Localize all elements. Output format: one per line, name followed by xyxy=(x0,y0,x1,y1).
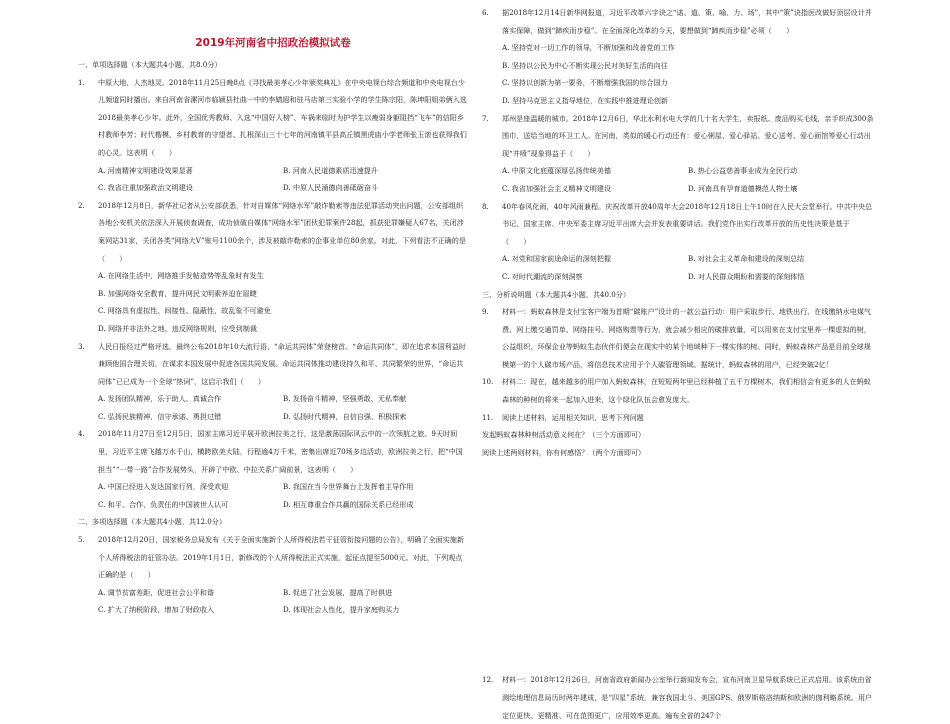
question xyxy=(482,303,874,373)
option-list xyxy=(482,250,874,285)
question-text: 据2018年12月14日新华网报道，习近平改革六字诀之“诺、道、策、喻、力、场”，其中“策”诀指医改做好顶层设计并落实保障，做到“蹄疾而步稳”。在全面深化改革的今天，要想做到“蹄疾而步稳”必须（ ） xyxy=(502,8,872,35)
option-a[interactable]: A. 发扬团队精神，乐于助人、真诚合作 xyxy=(98,394,222,404)
question-number: 1. xyxy=(78,77,85,87)
option-d[interactable]: D. 对人民群众期盼和需要的深刻体悟 xyxy=(688,271,805,281)
option-list xyxy=(78,478,468,513)
question xyxy=(78,338,468,391)
option-d[interactable]: D. 坚持马克思主义指导地位，在实践中推进理论创新 xyxy=(502,95,669,105)
question-text: 材料二：现在，越来越多的用户加入蚂蚁森林，在短短两年里已经种植了五千万棵树木，我们相信会有更多的人在蚂蚁森林的种树的将来一起加入进来，这个绿化队伍会愈发庞大。 xyxy=(502,377,871,405)
page-title: 2019年河南省中招政治模拟试卷 xyxy=(195,37,351,49)
option-a[interactable]: A. 坚持党对一切工作的领导，不断加强和改善党的工作 xyxy=(502,43,675,53)
question-number: 12. xyxy=(482,675,494,685)
option-b[interactable]: B. 坚持以公民为中心不断实现公民对美好生活的向往 xyxy=(502,60,668,70)
option-c[interactable]: C. 对时代潮流的深刻洞察 xyxy=(502,271,583,281)
question-text: 2018年12月20日，国家税务总局发布《关于全面实施新个人所得税法若干征管衔接问题的公告》，明确了全面实施新个人所得税法的征管办法。2019年1月1日，新修改的个人所得税法正式实施，起征点提至5000元。对此，下列观点正确的是（ ） xyxy=(98,535,464,580)
option-c[interactable]: C. 我省加强社会主义精神文明建设 xyxy=(502,183,611,193)
option-d[interactable]: D. 中原人民涌德向善砥砺奋斗 xyxy=(283,183,379,193)
option-a[interactable]: A. 中国已经进入发达国家行列，深受欢迎 xyxy=(98,482,229,492)
question-number: 2. xyxy=(78,200,85,210)
option-a[interactable]: A. 中原文化底蕴深厚弘扬传统美德 xyxy=(502,166,611,176)
question-number: 4. xyxy=(78,429,85,439)
question xyxy=(78,197,468,267)
question-text: 人民日报经过严格评选，最终公布2018年10大流行语，“命运共同体”荣登榜首。“命运共同体”，即在追求本国利益时兼顾他国合理关切，在谋求本国发展中促进各国共同发展。命运共同体推动建设持久和平、共同繁荣的世界，“命运共同体”已已成为一个全球“热词”，这启示我们（ ） xyxy=(98,341,466,386)
option-a[interactable]: A. 对党和国家前途命运的深刻把握 xyxy=(502,254,611,264)
option-b[interactable]: B. 发扬奋斗精神，坚强勇敢、无私奉献 xyxy=(283,394,407,404)
option-list xyxy=(78,584,468,619)
question-text: 郑州是座温暖的城市。2018年12月6日，华北水利水电大学的几十名大学生，卖报纸、废品购买毛线，亲手织成300条围巾，送给当地的环卫工人。在河南，类似的暖心行动还有：爱心粥屋、爱心驿站、爱心送考、爱心面馆等爱心行动出现“井喷”现象得益于（ ） xyxy=(502,113,874,158)
question-number: 5. xyxy=(78,535,85,545)
option-d[interactable]: D. 体现社会人性化，提升家庭购买力 xyxy=(283,605,400,615)
option-c[interactable]: C. 坚持以创新为第一要务，不断增强我国的综合国力 xyxy=(502,78,668,88)
option-list xyxy=(482,162,874,197)
right-column xyxy=(482,0,874,724)
question-number: 8. xyxy=(482,201,489,211)
left-column xyxy=(78,0,468,619)
question-number: 11. xyxy=(482,412,494,422)
question xyxy=(78,425,468,478)
question-number: 10. xyxy=(482,377,494,387)
question-text: 40年春风化雨，40年风雨兼程。庆祝改革开放40周年大会2018年12月18日上午10时在人民大会堂举行。中共中央总书记、国家主席、中央军委主席习近平出席大会并发表重要讲话。我们党作出实行改革开放的历史性决策是基于（ ） xyxy=(502,201,873,246)
section-heading: 三、分析说明题（本大题共4小题，共40.0分） xyxy=(482,289,630,299)
option-c[interactable]: C. 扩大了纳税阶段，增加了财政收入 xyxy=(98,605,215,615)
question xyxy=(482,409,874,427)
question-text: 中原大地，人杰地灵。2018年11月25日晚8点《寻找最美孝心少年颁奖典礼》在中央电视台综合频道和中央电视台少儿频道同时播出。来自河南省漯河市临颍县杜曲一中的李婧遐和驻马店第三实验小学的学生陈宗阳，陈坤阳姐弟俩入选2018最美孝心少年。此外，全国优秀教师、入选“中国好人榜”、车祸来临时为护学生以瘦弱身躯阻挡“飞车”的信阳乡村教师李芳；时代楷模、乡村教育的守望者、扎根深山三十七年的河南镇平县高丘镇黑虎庙小学老师张玉滚也获得我们的心灵。这表明（ ） xyxy=(98,77,467,157)
question xyxy=(78,74,468,162)
question-number: 6. xyxy=(482,8,489,17)
sub-question: 发起蚂蚁森林种树活动意义何在？（三个方面即可） xyxy=(482,430,646,440)
option-d[interactable]: D. 相互尊重合作共赢的国际关系已经形成 xyxy=(283,499,414,509)
option-b[interactable]: B. 河南人民道德素质迅速提升 xyxy=(283,165,378,175)
question-text: 阅读上述材料，运用相关知识，思考下列问题 xyxy=(502,412,644,422)
question-text: 2018年11月27日至12月5日，国家主席习近平展开欧洲拉美之行，这是激荡国际风云中的一次领航之旅。9天时间里，习近平主席飞越万水千山，横跨欧美大陆，行程逾4万千米，密集出席近70场多边活动，欧洲拉美之行，把“中国担当”“一带一路”合作发展势头，开辟了中欧、中拉关系广阔前景，这表明（ ） xyxy=(98,429,463,474)
option-a[interactable]: A. 在网络生活中，网络推手发帖造势等乱象时有发生 xyxy=(98,271,264,281)
option-c[interactable]: C. 我省注重加强政治文明建设 xyxy=(98,183,193,193)
option-a[interactable]: A. 调节贫富差距，促进社会公平和谐 xyxy=(98,587,215,597)
question-number: 3. xyxy=(78,341,85,351)
sub-question: 阅读上述两则材料，你有何感悟？（两个方面即可） xyxy=(482,447,646,457)
option-list xyxy=(78,162,468,197)
question-number: 7. xyxy=(482,113,489,123)
question xyxy=(482,4,874,39)
option-c[interactable]: C. 和平、合作、负责任的中国被世人认可 xyxy=(98,499,229,509)
option-b[interactable]: B. 对社会主义革命和建设的深刻总结 xyxy=(688,254,805,264)
option-d[interactable]: D. 河南具有孕育道德模范人物土壤 xyxy=(688,183,798,193)
question-text: 2018年12月8日，新华社记者从公安部获悉，针对自媒体“网络水军”敲诈勒索等违法犯罪活动突出问题，公安部组织各地公安机关依法深入开展侦查调查，成功侦破自媒体“网络水军”团伙犯罪案件28起，抓获犯罪嫌疑人67名，关闭涉案网站31家，关闭各类“网络大V”账号1100余个，涉及被敲诈勒索的企事业单位80余家。对此，下列看法不正确的是（ ） xyxy=(98,200,466,263)
option-list xyxy=(78,390,468,425)
section-heading: 二、多项选择题（本大题共4小题，共12.0分） xyxy=(78,517,226,527)
option-c[interactable]: C. 弘扬民族精神，信守承诺、勇担过错 xyxy=(98,411,222,421)
question xyxy=(482,110,874,163)
question xyxy=(482,671,874,724)
option-list xyxy=(482,39,874,109)
question-number: 9. xyxy=(482,307,489,317)
question-text: 材料一：蚂蚁森林是支付宝客户端为首期“碳账户”设计的一款公益行动：用户采取步行、地铁出行、在线缴纳水电煤气费、网上缴交通罚单、网络挂号、网络购票等行为，就会减少相应的碳排放量，可以用来在支付宝里养一棵虚拟的树，公益组织、环保企业等蚂蚁生态伙伴们便会在现实中的某个地域种下一棵实体的树。同时，蚂蚁森林产品是目前全球规模第一的个人碳市场产品，将信息技术应用于个人碳管理领域。据统计，蚂蚁森林的用户，已经突破2亿！ xyxy=(502,307,872,369)
question xyxy=(78,531,468,584)
answer-space xyxy=(482,461,874,671)
option-a[interactable]: A. 河南精神文明建设效果显著 xyxy=(98,165,193,175)
option-b[interactable]: B. 热心公益慈善事业成为全民行动 xyxy=(688,166,798,176)
section-heading: 一、单项选择题（本大题共4小题，共8.0分） xyxy=(78,60,222,69)
option-b[interactable]: B. 加强网络安全教育，提升网民文明素养迫在眉睫 xyxy=(98,288,257,298)
option-c[interactable]: C. 网络具有虚拟性、间接性、隐蔽性，故乱象不可避免 xyxy=(98,306,271,316)
option-d[interactable]: D. 弘扬时代精神，自信自强、积极探索 xyxy=(283,411,407,421)
option-b[interactable]: B. 促进了社会发展，提高了时俱进 xyxy=(283,587,393,597)
option-b[interactable]: B. 我国在当今世界舞台上发挥着主导作用 xyxy=(283,482,414,492)
question xyxy=(482,198,874,251)
question-text: 材料一：2018年12月26日，河南省政府新闻办公室举行新闻发布会，宣布河南卫星导航系统已正式启用。该系统由省测绘地理信息局历时两年建成，是“四星”系统，兼容我国北斗、美国GPS、俄罗斯格洛纳斯和欧洲的伽利略系统。用户定位更快、更精准、可在范围更广，应用效率更高。遍布全省的247个 xyxy=(502,675,873,720)
option-d[interactable]: D. 网络并非法外之地，违反网络规则，应受到制裁 xyxy=(98,323,257,333)
question xyxy=(482,373,874,408)
option-list xyxy=(78,267,468,337)
